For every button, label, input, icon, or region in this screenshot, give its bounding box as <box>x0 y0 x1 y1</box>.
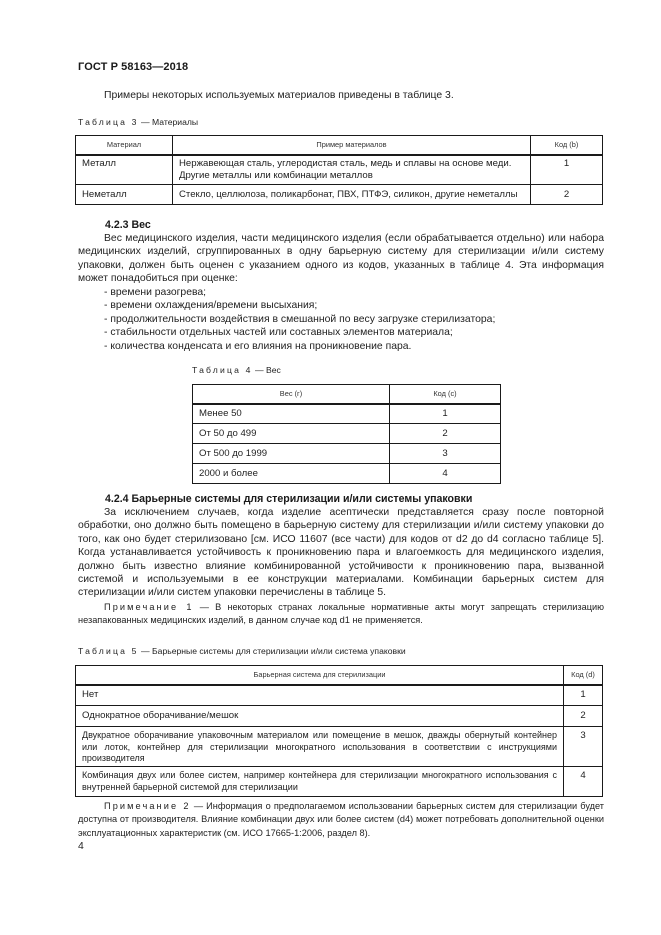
section-4-2-4-paragraph: За исключением случаев, когда изделие асептически представляется сразу после повторной обработки, оно должно быть помещено в барьерную систему для стерилизации и/или систему упаковки до того, как оно будет стерилизовано [см. ИСО 11607 (все части) для кодов от d2 до d4 согласно таблице 5]. Когда устанавливается устойчивость к проникновению пара и влагоемкость для медицинского изделия, должно быть известно влияние комбинированной устойчивости к проникновению пара, вызванной системой и используемыми в ее конструкции материалами. Комбинации барьерных систем для стерилизации и/или систем упаковки перечислены в таблице 5. <box>78 507 604 599</box>
table-row <box>193 424 501 444</box>
table-row <box>193 444 501 464</box>
table3-header-example: Пример материалов <box>173 136 531 155</box>
note-1-text: — В некоторых странах локальные нормативные акты могут запрещать стерилизацию незапакованных медицинских изделий, в данном случае код d1 не применяется. <box>78 602 604 626</box>
section-4-2-3-title: 4.2.3 Вес <box>105 219 151 231</box>
table5-cell-code: 4 <box>564 767 603 797</box>
table5-cell-system: Однократное оборачивание/мешок <box>76 706 564 727</box>
table4-caption-title: — Вес <box>252 365 281 375</box>
table5-cell-system: Комбинация двух или более систем, например контейнера для стерилизации многократного использования с внутренней барьерной системой для стерилизации <box>76 767 564 797</box>
table3-cell-code: 2 <box>531 185 603 205</box>
table-row <box>193 404 501 424</box>
table4-caption-prefix: Таблица 4 <box>192 365 253 375</box>
note-1 <box>78 601 604 628</box>
table5-cell-code: 1 <box>564 685 603 706</box>
list-item: - времени разогрева; <box>104 287 207 298</box>
table-row <box>76 185 603 205</box>
table5-cell-system: Нет <box>76 685 564 706</box>
note-2-label: Примечание 2 <box>104 801 191 811</box>
table3-cell-example: Стекло, целлюлоза, поликарбонат, ПВХ, ПТФЭ, силикон, другие неметаллы <box>173 185 531 205</box>
table3-header-material: Материал <box>76 136 173 155</box>
table5-cell-code: 3 <box>564 727 603 767</box>
table4-cell-weight: От 50 до 499 <box>193 424 390 444</box>
table-row <box>76 767 603 797</box>
table5-caption <box>78 646 406 656</box>
table4-cell-weight: Менее 50 <box>193 404 390 424</box>
table3-cell-material: Металл <box>76 155 173 185</box>
table-row <box>76 685 603 706</box>
table4-cell-weight: 2000 и более <box>193 464 390 484</box>
table5-caption-prefix: Таблица 5 <box>78 646 139 656</box>
list-item: - количества конденсата и его влияния на проникновение пара. <box>104 340 412 352</box>
note-2-text: — Информация о предполагаемом использовании барьерных систем для стерилизации будет доступна от производителя. Влияние комбинации двух или более систем (d4) может потребовать дополнительной оценки эксплуатационных характеристик (см. ИСО 17665-1:2006, раздел 8). <box>78 801 604 838</box>
table4-caption <box>192 365 281 375</box>
table-materials <box>75 135 603 205</box>
note-2 <box>78 800 604 840</box>
document-id: ГОСТ Р 58163—2018 <box>78 61 189 73</box>
list-item: - продолжительности воздействия в смешанной по весу загрузке стерилизатора; <box>104 313 496 325</box>
table5-cell-system: Двукратное оборачивание упаковочным материалом или помещение в мешок, дважды обернутый контейнер или лоток, контейнер для стерилизации многократного использования в соответствии с инструкциями производителя <box>76 727 564 767</box>
table3-caption <box>78 117 198 127</box>
page-number: 4 <box>78 841 84 852</box>
table-barrier-systems <box>75 665 603 797</box>
table4-cell-code: 2 <box>390 424 501 444</box>
table5-header-code: Код (d) <box>564 666 603 685</box>
table-row <box>76 706 603 727</box>
table-row <box>193 464 501 484</box>
table3-caption-prefix: Таблица 3 <box>78 117 139 127</box>
table3-header-code: Код (b) <box>531 136 603 155</box>
list-item: - времени охлаждения/времени высыхания; <box>104 300 318 312</box>
table4-cell-code: 4 <box>390 464 501 484</box>
table3-cell-material: Неметалл <box>76 185 173 205</box>
table5-header-system: Барьерная система для стерилизации <box>76 666 564 685</box>
table4-cell-weight: От 500 до 1999 <box>193 444 390 464</box>
section-4-2-4-title: 4.2.4 Барьерные системы для стерилизации и/или системы упаковки <box>105 493 473 505</box>
table5-cell-code: 2 <box>564 706 603 727</box>
list-item: - стабильности отдельных частей или составных элементов материала; <box>104 327 453 339</box>
table4-header-code: Код (c) <box>390 385 501 404</box>
table3-cell-code: 1 <box>531 155 603 185</box>
note-1-label: Примечание 1 <box>104 602 194 612</box>
table3-caption-title: — Материалы <box>138 117 199 127</box>
table3-cell-example: Нержавеющая сталь, углеродистая сталь, медь и сплавы на основе меди. Другие металлы или комбинации металлов <box>173 155 531 185</box>
table-row <box>76 727 603 767</box>
table5-caption-title: — Барьерные системы для стерилизации и/или система упаковки <box>138 646 406 656</box>
table4-cell-code: 1 <box>390 404 501 424</box>
table4-header-weight: Вес (г) <box>193 385 390 404</box>
table-row <box>76 155 603 185</box>
intro-text: Примеры некоторых используемых материалов приведены в таблице 3. <box>104 90 454 101</box>
evaluation-factors-list <box>104 286 495 353</box>
table4-cell-code: 3 <box>390 444 501 464</box>
table-weight <box>192 384 501 484</box>
section-4-2-3-paragraph: Вес медицинского изделия, части медицинского изделия (если обрабатывается отдельно) или набора медицинских изделий, сгруппированных в одну барьерную систему для стерилизации и/или систему упаковки, должен быть оценен с указанием одного из кодов, указанных в таблице 4. Эта информация может понадобиться при оценке: <box>78 233 604 285</box>
